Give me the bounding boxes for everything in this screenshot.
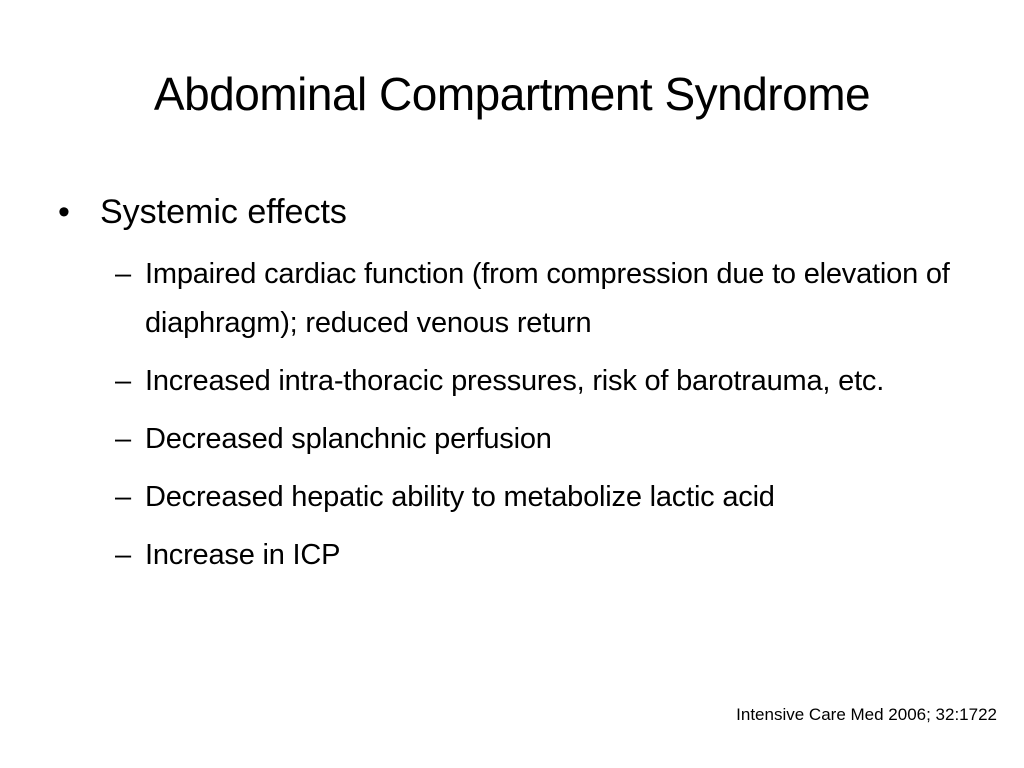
sub-bullet-text: Increased intra-thoracic pressures, risk of barotrauma, etc. bbox=[145, 365, 885, 397]
slide-title: Abdominal Compartment Syndrome bbox=[153, 68, 871, 120]
sub-bullet-list bbox=[115, 250, 995, 589]
dash-marker: – bbox=[115, 365, 131, 397]
sub-bullet-item bbox=[115, 415, 995, 464]
sub-bullet-text: Decreased hepatic ability to metabolize lactic acid bbox=[145, 481, 775, 513]
sub-bullet-item bbox=[115, 531, 995, 580]
dash-marker: – bbox=[115, 539, 131, 571]
sub-bullet-text: Increase in ICP bbox=[145, 539, 341, 571]
bullet-systemic-effects bbox=[58, 187, 347, 237]
sub-bullet-item bbox=[115, 357, 995, 406]
dash-marker: – bbox=[115, 258, 131, 290]
sub-bullet-text: Decreased splanchnic perfusion bbox=[145, 423, 552, 455]
citation: Intensive Care Med 2006; 32:1722 bbox=[736, 705, 997, 724]
sub-bullet-text: Impaired cardiac function (from compression due to elevation of diaphragm); reduced venous return bbox=[145, 258, 950, 339]
dash-marker: – bbox=[115, 481, 131, 513]
bullet-text: Systemic effects bbox=[100, 193, 347, 231]
bullet-marker: • bbox=[58, 193, 70, 231]
sub-bullet-item bbox=[115, 250, 995, 348]
dash-marker: – bbox=[115, 423, 131, 455]
sub-bullet-item bbox=[115, 473, 995, 522]
